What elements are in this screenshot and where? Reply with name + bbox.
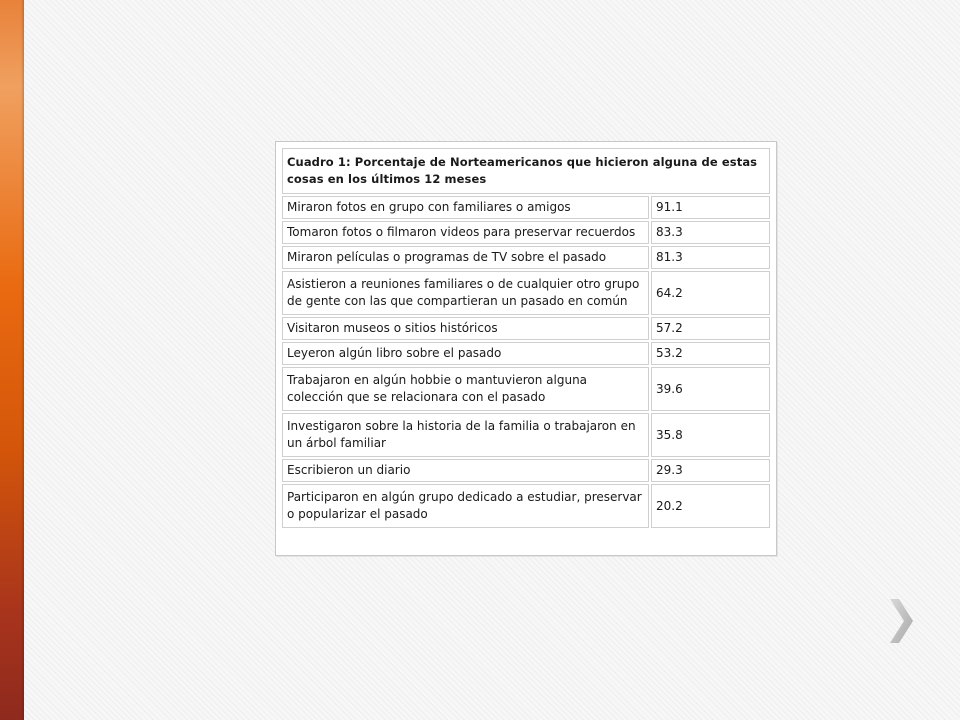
row-label: Miraron fotos en grupo con familiares o amigos	[282, 196, 649, 219]
row-label: Leyeron algún libro sobre el pasado	[282, 342, 649, 365]
table-row	[282, 317, 770, 340]
table-title: Cuadro 1: Porcentaje de Norteamericanos que hicieron alguna de estas cosas en los últimos 12 meses	[282, 148, 770, 194]
row-label: Miraron películas o programas de TV sobre el pasado	[282, 246, 649, 269]
row-value: 29.3	[651, 459, 770, 482]
row-label: Asistieron a reuniones familiares o de cualquier otro grupo de gente con las que compartieran un pasado en común	[282, 271, 649, 315]
row-value: 64.2	[651, 271, 770, 315]
row-value: 39.6	[651, 367, 770, 411]
row-label: Visitaron museos o sitios históricos	[282, 317, 649, 340]
table-row	[282, 367, 770, 411]
table-row	[282, 459, 770, 482]
table-row	[282, 271, 770, 315]
row-value: 57.2	[651, 317, 770, 340]
table-row	[282, 246, 770, 269]
next-slide-button[interactable]	[886, 596, 916, 646]
table-row	[282, 484, 770, 528]
row-label: Trabajaron en algún hobbie o mantuvieron alguna colección que se relacionara con el pasado	[282, 367, 649, 411]
survey-table-frame	[275, 141, 777, 556]
row-label: Tomaron fotos o filmaron videos para preservar recuerdos	[282, 221, 649, 244]
table-row	[282, 413, 770, 457]
row-value: 91.1	[651, 196, 770, 219]
table-row	[282, 221, 770, 244]
survey-table	[280, 146, 772, 530]
accent-side-bar	[0, 0, 24, 720]
row-value: 53.2	[651, 342, 770, 365]
row-value: 81.3	[651, 246, 770, 269]
row-value: 35.8	[651, 413, 770, 457]
chevron-right-icon	[886, 596, 916, 646]
table-row	[282, 342, 770, 365]
table-row	[282, 196, 770, 219]
row-value: 83.3	[651, 221, 770, 244]
row-label: Investigaron sobre la historia de la familia o trabajaron en un árbol familiar	[282, 413, 649, 457]
row-label: Escribieron un diario	[282, 459, 649, 482]
row-value: 20.2	[651, 484, 770, 528]
row-label: Participaron en algún grupo dedicado a estudiar, preservar o popularizar el pasado	[282, 484, 649, 528]
table-title-row	[282, 148, 770, 194]
